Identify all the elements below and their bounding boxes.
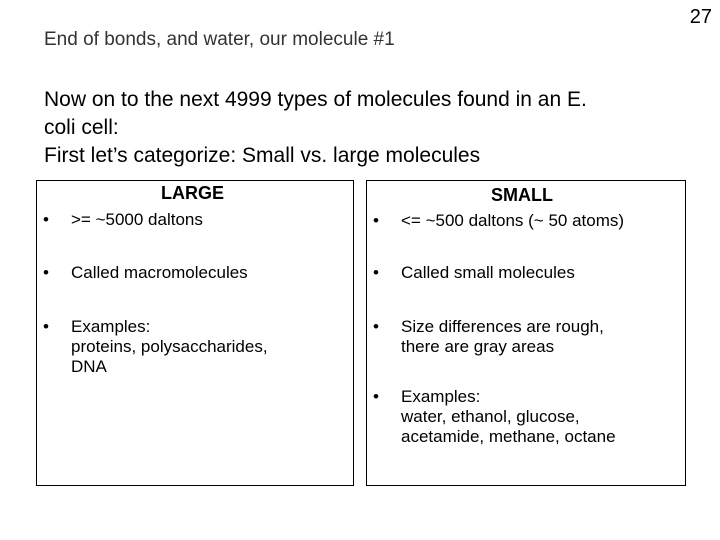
intro-line: Now on to the next 4999 types of molecules found in an E. xyxy=(44,88,587,111)
small-molecules-box xyxy=(366,180,686,486)
small-item-size-differences xyxy=(373,317,604,357)
bullet-icon: • xyxy=(43,263,49,282)
intro-line: coli cell: xyxy=(44,116,119,139)
bullet-text: Examples: xyxy=(401,387,481,406)
bullet-icon: • xyxy=(43,317,49,336)
small-item-examples xyxy=(373,387,616,447)
large-item-examples xyxy=(43,317,268,377)
bullet-subtext: water, ethanol, glucose, xyxy=(401,407,580,426)
bullet-text: <= ~500 daltons (~ 50 atoms) xyxy=(401,211,625,230)
large-box-title: LARGE xyxy=(161,183,224,203)
bullet-text: >= ~5000 daltons xyxy=(71,210,203,229)
large-item-called xyxy=(43,263,248,283)
bullet-subtext: acetamide, methane, octane xyxy=(401,427,616,446)
bullet-icon: • xyxy=(373,211,379,230)
bullet-text: Examples: xyxy=(71,317,151,336)
bullet-text: Called small molecules xyxy=(401,263,575,282)
bullet-icon: • xyxy=(373,317,379,336)
slide-subtitle: End of bonds, and water, our molecule #1 xyxy=(44,29,395,50)
intro-line: First let’s categorize: Small vs. large molecules xyxy=(44,144,481,167)
large-item-size xyxy=(43,210,203,230)
small-item-called xyxy=(373,263,575,283)
bullet-subtext: there are gray areas xyxy=(401,337,555,356)
page-number: 27 xyxy=(689,6,712,28)
bullet-icon: • xyxy=(43,210,49,229)
bullet-icon: • xyxy=(373,263,379,282)
intro-text xyxy=(44,86,684,170)
small-item-size xyxy=(373,211,624,231)
bullet-subtext: DNA xyxy=(71,357,107,376)
bullet-icon: • xyxy=(373,387,379,406)
bullet-text: Size differences are rough, xyxy=(401,317,604,336)
large-molecules-box xyxy=(36,180,354,486)
small-box-title: SMALL xyxy=(491,185,553,205)
bullet-text: Called macromolecules xyxy=(71,263,248,282)
bullet-subtext: proteins, polysaccharides, xyxy=(71,337,268,356)
